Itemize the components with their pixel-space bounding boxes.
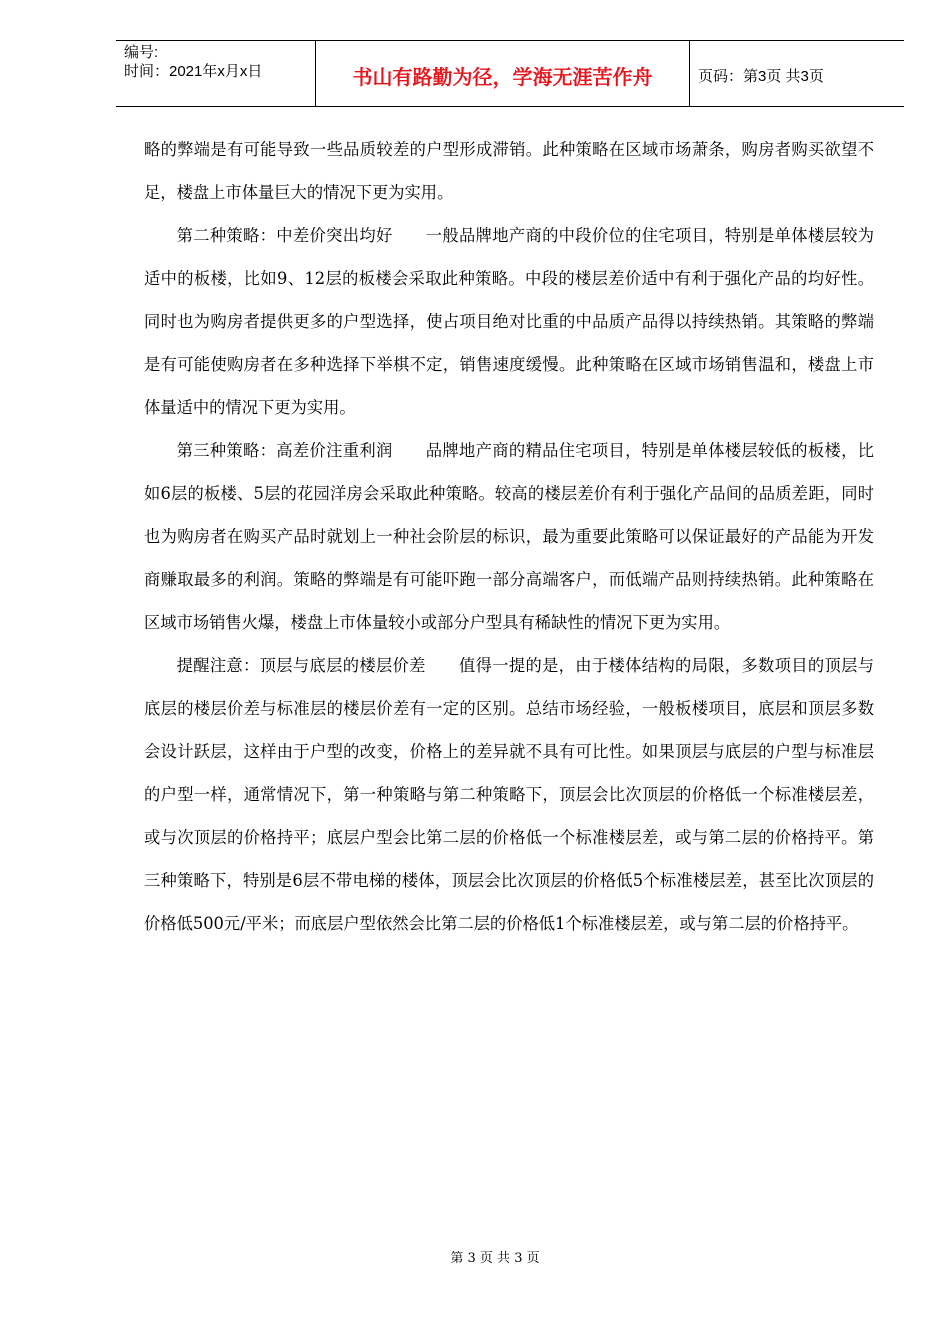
document-body — [144, 128, 874, 945]
document-time-label: 时间：2021年x月x日 — [124, 63, 263, 80]
document-number-label: 编号: — [124, 44, 159, 61]
body-paragraph: 第三种策略：高差价注重利润 品牌地产商的精品住宅项目，特别是单体楼层较低的板楼，比如6层的板楼、5层的花园洋房会采取此种策略。较高的楼层差价有利于强化产品间的品质差距，同时也为购房者在购买产品时就划上一种社会阶层的标识，最为重要此策略可以保证最好的产品能为开发商赚取最多的利润。策略的弊端是有可能吓跑一部分高端客户，而低端产品则持续热销。此种策略在区域市场销售火爆，楼盘上市体量较小或部分户型具有稀缺性的情况下更为实用。 — [144, 441, 874, 632]
page-footer — [0, 1247, 950, 1266]
header-page-cell — [690, 41, 904, 106]
document-header — [116, 40, 904, 107]
header-page-number: 页码：第3页 共3页 — [698, 68, 824, 85]
body-paragraph: 略的弊端是有可能导致一些品质较差的户型形成滞销。此种策略在区域市场萧条，购房者购买欲望不足，楼盘上市体量巨大的情况下更为实用。 — [144, 140, 874, 202]
header-motto-cell — [316, 41, 690, 106]
header-meta-cell — [116, 41, 316, 106]
body-paragraph: 第二种策略：中差价突出均好 一般品牌地产商的中段价位的住宅项目，特别是单体楼层较为适中的板楼，比如9、12层的板楼会采取此种策略。中段的楼层差价适中有利于强化产品的均好性。同时也为购房者提供更多的户型选择，使占项目绝对比重的中品质产品得以持续热销。其策略的弊端是有可能使购房者在多种选择下举棋不定，销售速度缓慢。此种策略在区域市场销售温和，楼盘上市体量适中的情况下更为实用。 — [144, 226, 874, 417]
body-paragraph: 提醒注意：顶层与底层的楼层价差 值得一提的是，由于楼体结构的局限，多数项目的顶层与底层的楼层价差与标准层的楼层价差有一定的区别。总结市场经验，一般板楼项目，底层和顶层多数会设计跃层，这样由于户型的改变，价格上的差异就不具有可比性。如果顶层与底层的户型与标准层的户型一样，通常情况下，第一种策略与第二种策略下，顶层会比次顶层的价格低一个标准楼层差，或与次顶层的价格持平；底层户型会比第二层的价格低一个标准楼层差，或与第二层的价格持平。第三种策略下，特别是6层不带电梯的楼体，顶层会比次顶层的价格低5个标准楼层差，甚至比次顶层的价格低500元/平米；而底层户型依然会比第二层的价格低1个标准楼层差，或与第二层的价格持平。 — [144, 656, 874, 933]
header-motto: 书山有路勤为径，学海无涯苦作舟 — [352, 65, 653, 89]
footer-page-number: 第 3 页 共 3 页 — [450, 1251, 540, 1266]
